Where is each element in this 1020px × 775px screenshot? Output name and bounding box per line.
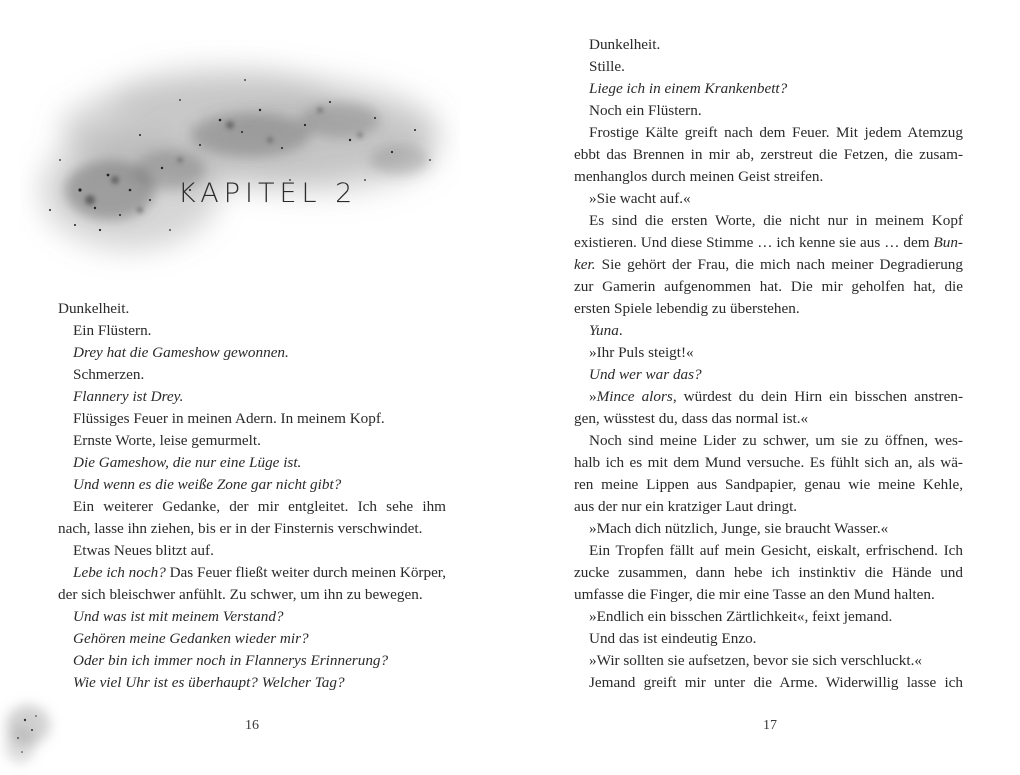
text-line: Ein Flüstern. [73, 322, 152, 339]
text-line: zur Gamerin aufgenommen hat. Die mir geholfen hat, die [574, 278, 963, 295]
nebula-corner-illustration [0, 690, 70, 775]
text-span: , würdest du dein Hirn ein bisschen anstren- [672, 388, 963, 405]
text-line: Und wenn es die weiße Zone gar nicht gibt? [73, 476, 342, 493]
text-line: »Ihr Puls steigt!« [589, 344, 694, 361]
text-span: Bun- [933, 234, 963, 251]
text-line: Gehören meine Gedanken wieder mir? [73, 630, 309, 647]
text-line [58, 562, 446, 584]
text-line: Und was ist mit meinem Verstand? [73, 608, 284, 625]
text-span: existieren. Und diese Stimme … ich kenne sie aus … dem [574, 234, 934, 251]
text-line [574, 320, 963, 342]
text-span: Yuna [589, 322, 619, 339]
text-line: »Sie wacht auf.« [589, 190, 691, 207]
text-line: aus der nur ein kratziger Laut dringt. [574, 498, 798, 515]
page-number-left: 16 [245, 718, 259, 733]
text-line: Die Gameshow, die nur eine Lüge ist. [73, 454, 302, 471]
text-span: » [589, 388, 597, 405]
text-line [574, 232, 963, 254]
text-line: ebbt das Brennen in mir ab, zerstreut die Fetzen, die zusam- [574, 146, 963, 163]
text-line: Flannery ist Drey. [73, 388, 184, 405]
text-line: Oder bin ich immer noch in Flannerys Erinnerung? [73, 652, 389, 669]
text-line: Flüssiges Feuer in meinen Adern. In meinem Kopf. [73, 410, 385, 427]
text-line: Frostige Kälte greift nach dem Feuer. Mit jedem Atemzug [589, 124, 963, 141]
text-line: menhanglos durch meinen Geist streifen. [574, 168, 824, 185]
text-line: zucke zusammen, dann hebe ich instinktiv die Hände und [574, 564, 963, 581]
text-line: halb ich es mit dem Mund versuche. Es fühlt sich an, als wä- [574, 454, 963, 471]
text-line: Dunkelheit. [589, 36, 661, 53]
text-span: . [618, 322, 623, 339]
text-line: Stille. [589, 58, 625, 75]
left-body-text [58, 298, 446, 694]
text-line: nach, lasse ihn ziehen, bis er in der Finsternis verschwindet. [58, 520, 423, 537]
text-line: »Mach dich nützlich, Junge, sie braucht Wasser.« [589, 520, 889, 537]
text-line: Und das ist eindeutig Enzo. [589, 630, 757, 647]
text-line: Und wer war das? [589, 366, 702, 383]
text-line: der sich bleischwer anfühlt. Zu schwer, um ihn zu bewegen. [58, 586, 423, 603]
text-line: Ein weiterer Gedanke, der mir entgleitet. Ich sehe ihm [73, 498, 446, 515]
text-line: gen, wüsstest du, dass das normal ist.« [574, 410, 809, 427]
text-span: Mince alors [596, 388, 673, 405]
text-line: umfasse die Finger, die mir eine Tasse an den Mund halten. [574, 586, 935, 603]
text-line [574, 386, 963, 408]
text-line: Dunkelheit. [58, 300, 130, 317]
text-line: Ein Tropfen fällt auf mein Gesicht, eiskalt, erfrischend. Ich [589, 542, 963, 559]
text-line: Schmerzen. [73, 366, 145, 383]
chapter-title: KAPITEL 2 [178, 178, 358, 209]
text-line: ersten Spiele lebendig zu überstehen. [574, 300, 800, 317]
text-line: Liege ich in einem Krankenbett? [589, 80, 788, 97]
nebula-illustration [20, 40, 460, 280]
text-line: Es sind die ersten Worte, die nicht nur in meinem Kopf [589, 212, 963, 229]
page-number-right: 17 [763, 718, 777, 733]
text-line: Wie viel Uhr ist es überhaupt? Welcher Tag? [73, 674, 345, 691]
text-span: Sie gehört der Frau, die mich nach meiner Degradierung [595, 256, 963, 273]
text-line: Noch sind meine Lider zu schwer, um sie zu öffnen, wes- [589, 432, 963, 449]
text-line: »Endlich ein bisschen Zärtlichkeit«, feixt jemand. [589, 608, 893, 625]
text-line: ren meine Lippen aus Sandpapier, genau wie meine Kehle, [574, 476, 963, 493]
right-body-text [574, 34, 963, 694]
text-line: »Wir sollten sie aufsetzen, bevor sie sich verschluckt.« [589, 652, 922, 669]
text-line: Jemand greift mir unter die Arme. Widerwillig lasse ich [589, 674, 963, 691]
text-line: Drey hat die Gameshow gewonnen. [73, 344, 289, 361]
text-line: Etwas Neues blitzt auf. [73, 542, 214, 559]
text-line [574, 254, 963, 276]
text-span: Das Feuer fließt weiter durch meinen Körper, [165, 564, 447, 581]
text-span: ker. [574, 256, 596, 273]
text-line: Ernste Worte, leise gemurmelt. [73, 432, 261, 449]
text-line: Noch ein Flüstern. [589, 102, 702, 119]
text-span: Lebe ich noch? [73, 564, 166, 581]
